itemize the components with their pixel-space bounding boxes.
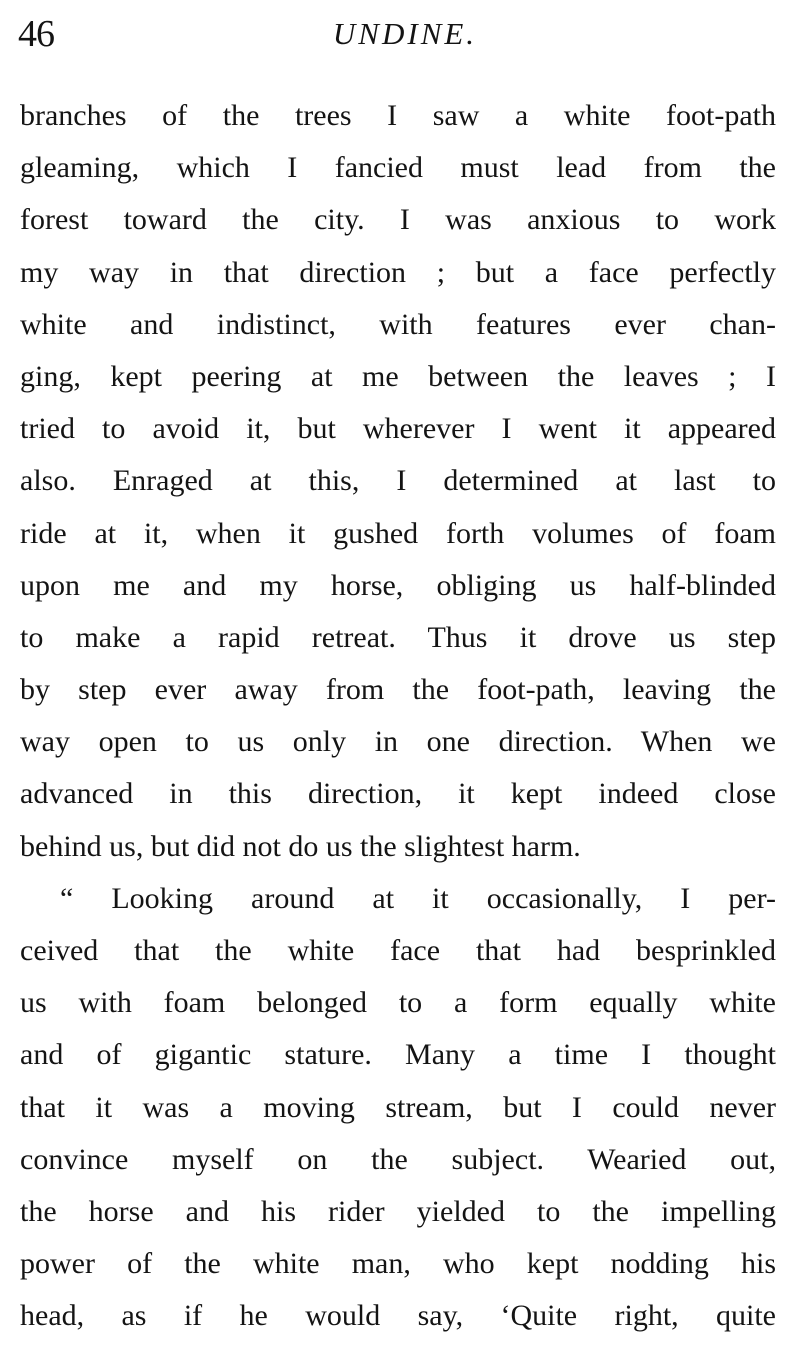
text-line: way open to us only in one direction. When we — [20, 725, 776, 759]
text-line: gleaming, which I fancied must lead from the — [20, 151, 776, 185]
text-line: and of gigantic stature. Many a time I thought — [20, 1038, 776, 1072]
text-line: ceived that the white face that had besprinkled — [20, 934, 776, 967]
text-line: the horse and his rider yielded to the impelling — [20, 1194, 776, 1228]
text-line: upon me and my horse, obliging us half-blinded — [20, 568, 776, 602]
text-line: to make a rapid retreat. Thus it drove us step — [20, 620, 776, 654]
text-line: also. Enraged at this, I determined at last to — [20, 464, 776, 498]
page-number: 46 — [18, 13, 54, 55]
page-header — [0, 0, 796, 80]
text-line: head, as if he would say, ‘Quite right, quite — [20, 1299, 776, 1333]
body-text — [20, 90, 776, 1343]
text-line: that it was a moving stream, but I could never — [20, 1090, 776, 1124]
text-line: power of the white man, who kept nodding his — [20, 1247, 776, 1281]
text-line: advanced in this direction, it kept indeed close — [20, 777, 776, 811]
text-line: convince myself on the subject. Wearied out, — [20, 1142, 776, 1176]
text-line: tried to avoid it, but wherever I went it appeared — [20, 412, 776, 446]
text-line: us with foam belonged to a form equally white — [20, 986, 776, 1020]
text-line: “ Looking around at it occasionally, I per- — [60, 881, 776, 915]
text-line: ride at it, when it gushed forth volumes of foam — [20, 516, 776, 550]
text-line: by step ever away from the foot-path, leaving the — [20, 673, 776, 707]
text-line: forest toward the city. I was anxious to work — [20, 203, 776, 237]
text-line: my way in that direction ; but a face perfectly — [20, 255, 776, 289]
text-line: ging, kept peering at me between the leaves ; I — [20, 359, 776, 393]
text-line: behind us, but did not do us the slightest harm. — [20, 829, 581, 863]
text-line: branches of the trees I saw a white foot-path — [20, 99, 776, 132]
running-head: UNDINE. — [332, 16, 478, 51]
text-line: white and indistinct, with features ever chan- — [20, 307, 776, 341]
